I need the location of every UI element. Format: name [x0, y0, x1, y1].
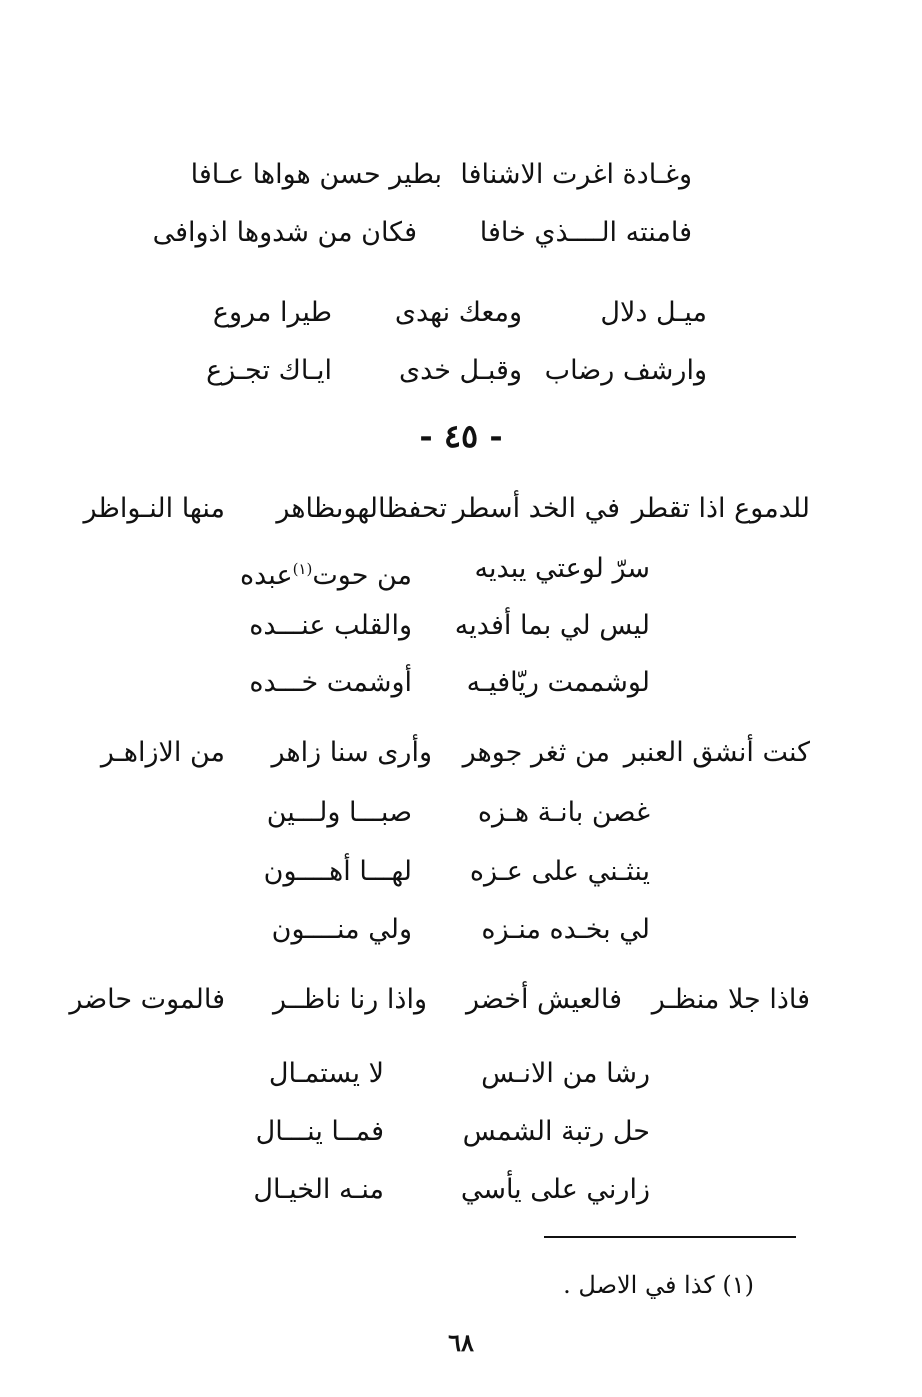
verse-segment: واذا رنا ناظــر	[273, 984, 427, 1015]
verse-line	[0, 213, 922, 253]
footnote: (١) كذا في الاصل .	[563, 1271, 754, 1299]
verse-line	[0, 1054, 922, 1094]
verse-segment: رشا من الانـس	[481, 1058, 650, 1089]
verse-segment: والقلب عنـــده	[249, 610, 412, 641]
verse-line	[0, 733, 922, 773]
verse-hemistich: وغـادة اغرت الاشنافا	[460, 159, 692, 190]
verse-segment: لوشممت ريّافيـه	[466, 667, 650, 698]
verse-line	[0, 549, 922, 589]
verse-segment: منـه الخيـال	[253, 1174, 384, 1205]
verse-segment: ولي منــــون	[271, 914, 412, 945]
verse-segment: ومعك نهدى	[394, 297, 522, 328]
verse-hemistich: فكان من شدوها اذوافى	[152, 217, 417, 248]
verse-segment: وأرى سنا زاهر	[271, 737, 432, 768]
verse-segment: وقبـل خدى	[398, 355, 522, 386]
verse-segment: لي بخـده منـزه	[481, 914, 650, 945]
verse-line	[0, 910, 922, 950]
verse-line	[0, 1112, 922, 1152]
section-number: - ٤٥ -	[419, 417, 503, 455]
verse-segment: زارني على يأسي	[460, 1174, 650, 1205]
verse-segment: ينثـني على عـزه	[469, 856, 650, 887]
verse-segment: غصن بانـة هـزه	[477, 797, 650, 828]
verse-segment: كنت أنشق العنبر	[623, 737, 810, 768]
verse-line	[0, 1170, 922, 1210]
page-number: ٦٨	[448, 1328, 474, 1357]
verse-line	[0, 852, 922, 892]
verse-line	[0, 980, 922, 1020]
verse-segment: منها النـواظر	[83, 493, 225, 524]
verse-segment: حل رتبة الشمس	[462, 1116, 650, 1147]
verse-segment: من ثغر جوهر	[462, 737, 610, 768]
verse-line	[0, 663, 922, 703]
verse-segment: في الخد أسطر	[452, 493, 620, 524]
verse-segment: ميـل دلال	[600, 297, 707, 328]
verse-segment: طيرا مروع	[212, 297, 332, 328]
verse-segment: سرّ لوعتي يبديه	[474, 553, 650, 584]
verse-segment: أوشمت خـــده	[249, 667, 412, 698]
verse-line	[0, 489, 922, 529]
verse-segment: فالموت حاضر	[69, 984, 225, 1015]
verse-text: عبده	[239, 560, 293, 591]
verse-segment: صبـــا ولـــين	[266, 797, 412, 828]
verse-segment: فمــا ينـــال	[255, 1116, 384, 1147]
verse-hemistich: بطير حسن هواها عـافا	[190, 159, 442, 190]
verse-segment: وارشف رضاب	[544, 355, 707, 386]
verse-segment: تحفظالهوىظاهر	[276, 493, 447, 524]
verse-hemistich: فامنته الــــذي خافا	[479, 217, 692, 248]
verse-segment: فاذا جلا منظـر	[651, 984, 810, 1015]
verse-segment: لا يستمـال	[268, 1058, 384, 1089]
verse-line	[0, 351, 922, 391]
verse-segment: فالعيش أخضر	[465, 984, 622, 1015]
verse-segment: لهـــا أهــــون	[263, 856, 412, 887]
verse-line	[0, 155, 922, 195]
footnote-marker: (١)	[292, 560, 313, 578]
verse-segment	[240, 549, 412, 596]
verse-line	[0, 793, 922, 833]
verse-text: من حوت	[312, 560, 412, 591]
verse-segment: من الازاهـر	[100, 737, 225, 768]
verse-line	[0, 293, 922, 333]
verse-segment: ايـاك تجـزع	[206, 355, 332, 386]
verse-segment: ليس لي بما أفديه	[454, 610, 650, 641]
verse-segment: للدموع اذا تقطر	[631, 493, 810, 524]
footnote-divider	[544, 1236, 796, 1238]
verse-line	[0, 606, 922, 646]
